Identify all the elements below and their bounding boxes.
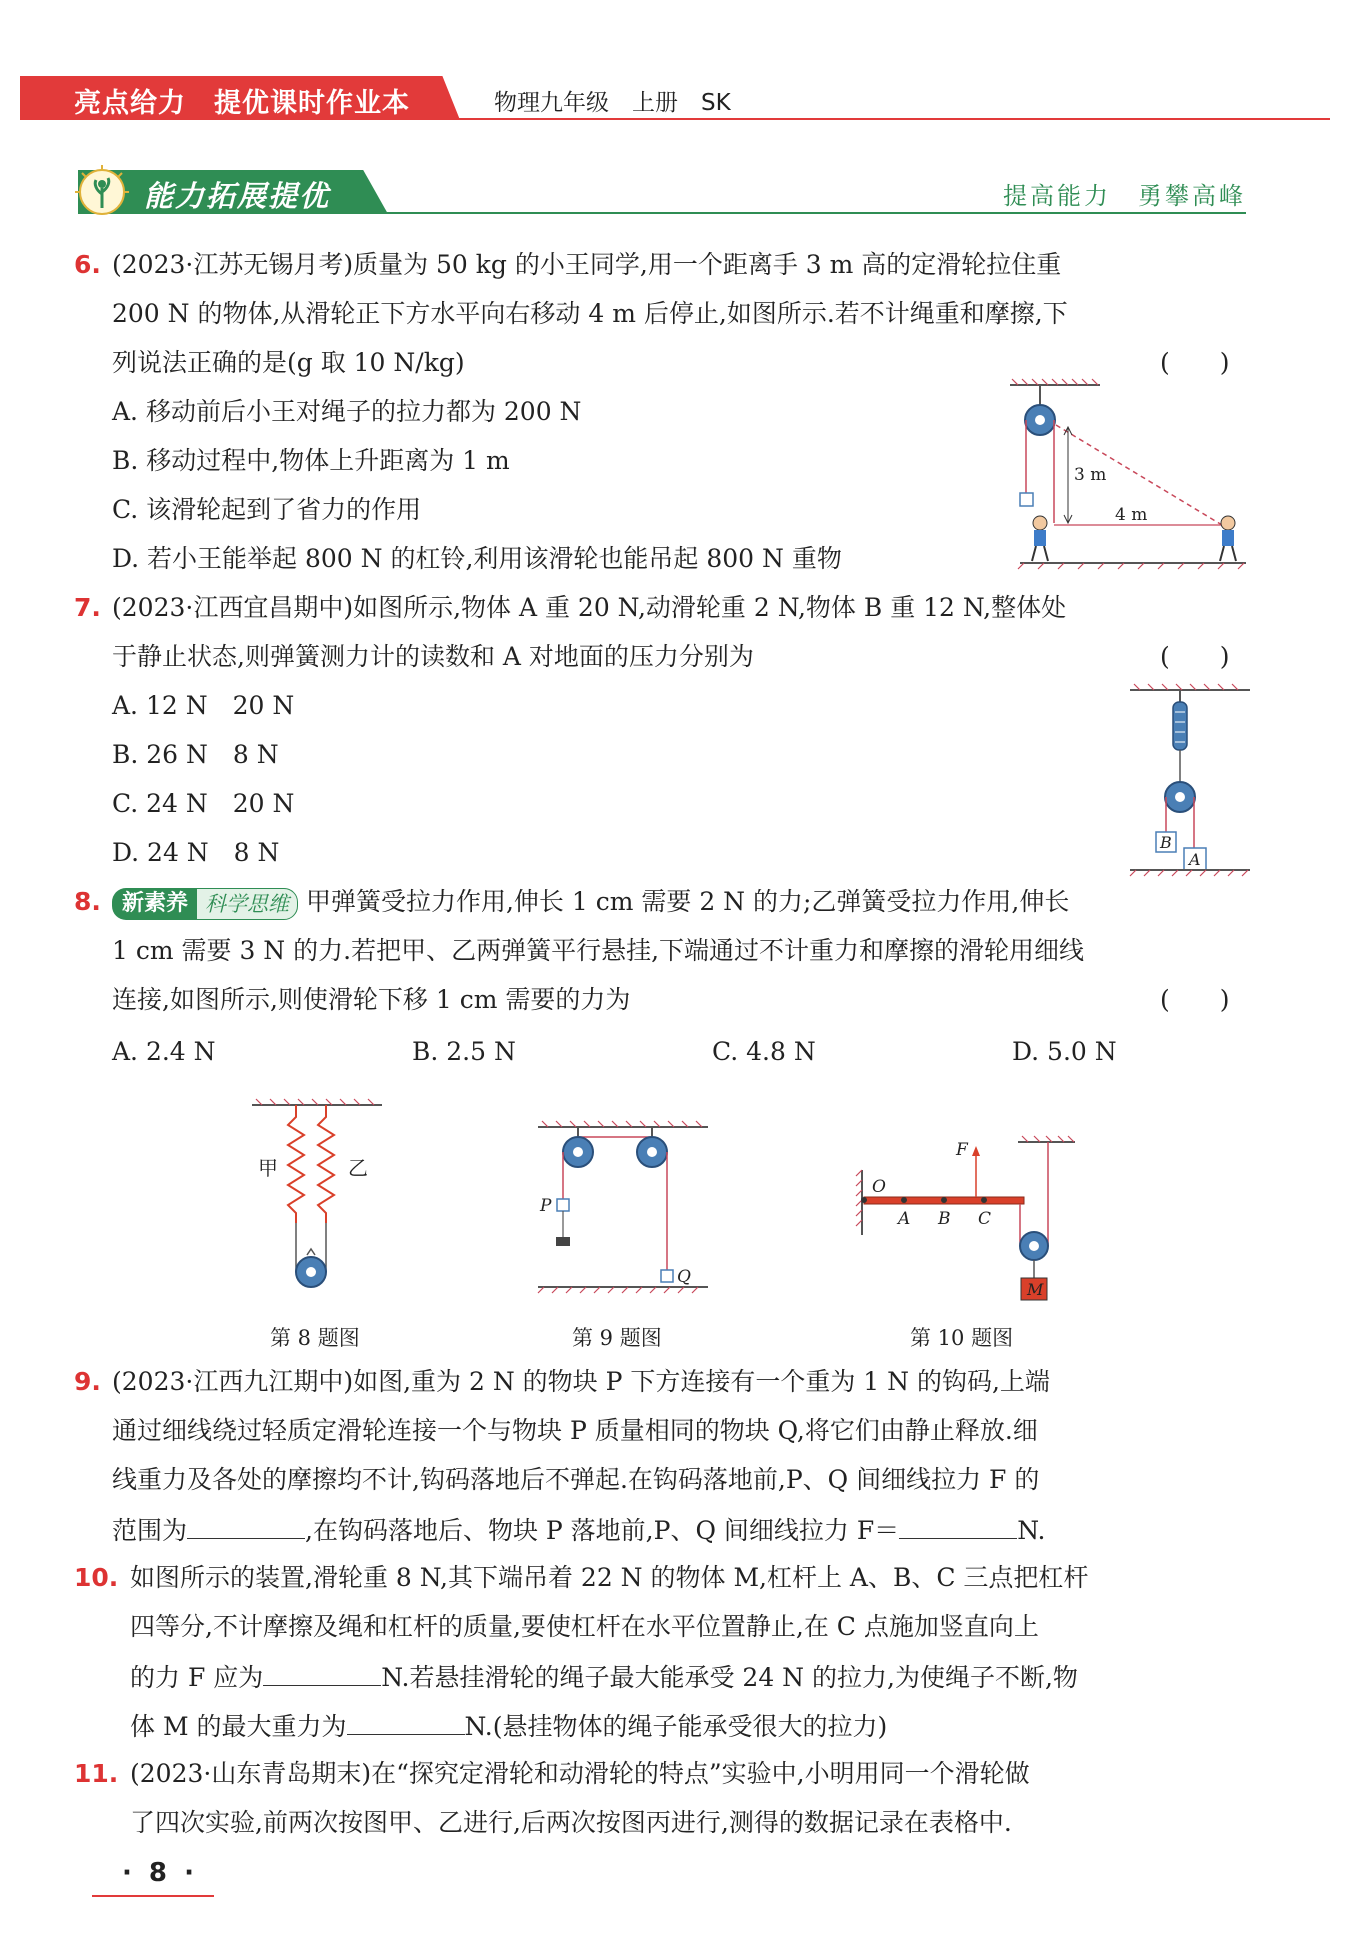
q6-line-2: 200 N 的物体,从滑轮正下方水平向右移动 4 m 后停止,如图所示.若不计绳重和摩擦,下 [112, 299, 1068, 328]
q7-figure [1120, 680, 1260, 880]
fig8-caption: 第 8 题图 [270, 1326, 360, 1350]
q8-option-c: C. 4.8 N [712, 1037, 816, 1066]
q6-option-a: A. 移动前后小王对绳子的拉力都为 200 N [112, 397, 582, 426]
svg-text:A: A [1189, 850, 1201, 869]
q7-option-d: D. 24 N 8 N [112, 838, 280, 867]
svg-text:A: A [898, 1209, 911, 1229]
svg-text:Q: Q [677, 1267, 691, 1287]
q7-number: 7. [74, 593, 101, 622]
svg-text:B: B [1160, 833, 1172, 852]
q8-line-3: 连接,如图所示,则使滑轮下移 1 cm 需要的力为 [112, 985, 631, 1014]
q10-line-2: 四等分,不计摩擦及绳和杠杆的质量,要使杠杆在水平位置静止,在 C 点施加竖直向上 [130, 1612, 1039, 1641]
q10-blank-2[interactable] [347, 1710, 465, 1735]
fig9-caption: 第 9 题图 [572, 1326, 662, 1350]
q10-blank-1[interactable] [263, 1661, 381, 1686]
q6-person-left [1032, 516, 1048, 561]
fig9-block-q [661, 1270, 673, 1282]
q9-line-1: (2023·江西九江期中)如图,重为 2 N 的物块 P 下方连接有一个重为 1 N 的钩码,上端 [112, 1367, 1050, 1396]
svg-text:4 m: 4 m [1115, 505, 1148, 525]
svg-text:M: M [1027, 1280, 1044, 1299]
q11-line-1: (2023·山东青岛期末)在“探究定滑轮和动滑轮的特点”实验中,小明用同一个滑轮做 [130, 1759, 1030, 1788]
svg-text:O: O [872, 1177, 886, 1197]
section-title: 能力拓展提优 [144, 179, 331, 213]
q9-line-4: 范围为 ,在钩码落地后、物块 P 落地前,P、Q 间细线拉力 F＝ N. [112, 1516, 1046, 1545]
q9-blank-2[interactable] [899, 1514, 1017, 1539]
fig8 [240, 1095, 400, 1300]
svg-text:P: P [540, 1196, 552, 1216]
section-motto: 提高能力 勇攀高峰 [1003, 182, 1246, 210]
q7-spring-scale [1173, 702, 1187, 750]
tag-scientific-thinking: 科学思维 [196, 888, 298, 920]
q6-option-d: D. 若小王能举起 800 N 的杠铃,利用该滑轮也能吊起 800 N 重物 [112, 544, 842, 573]
q7-option-b: B. 26 N 8 N [112, 740, 279, 769]
svg-text:3 m: 3 m [1074, 465, 1107, 485]
q8-option-a: A. 2.4 N [112, 1037, 216, 1066]
q8-number: 8. [74, 887, 101, 916]
q8-option-b: B. 2.5 N [412, 1037, 516, 1066]
q7-line-1: (2023·江西宜昌期中)如图所示,物体 A 重 20 N,动滑轮重 2 N,物体 B 重 12 N,整体处 [112, 593, 1067, 622]
q8-answer-paren: ( ) [1160, 985, 1230, 1014]
q9-line-3: 线重力及各处的摩擦均不计,钩码落地后不弹起.在钩码落地前,P、Q 间细线拉力 F 的 [112, 1465, 1040, 1494]
fig8-spring-jia [288, 1105, 304, 1223]
fig10 [850, 1130, 1080, 1305]
svg-text:甲: 甲 [258, 1156, 278, 1180]
q6-option-c: C. 该滑轮起到了省力的作用 [112, 495, 422, 524]
fig8-spring-yi [318, 1105, 334, 1223]
q6-line-1: (2023·江苏无锡月考)质量为 50 kg 的小王同学,用一个距离手 3 m 高的定滑轮拉住重 [112, 250, 1062, 279]
tag-new-literacy: 新素养 [112, 888, 196, 920]
q9-number: 9. [74, 1367, 101, 1396]
q8-line-1: 新素养 科学思维 甲弹簧受拉力作用,伸长 1 cm 需要 2 N 的力;乙弹簧受拉力作用,伸长 [112, 887, 1069, 920]
q6-number: 6. [74, 250, 101, 279]
q10-line-4: 体 M 的最大重力为 N.(悬挂物体的绳子能承受很大的拉力) [130, 1712, 888, 1741]
q10-line-3: 的力 F 应为 N.若悬挂滑轮的绳子最大能承受 24 N 的拉力,为使绳子不断,物 [130, 1663, 1078, 1692]
q11-line-2: 了四次实验,前两次按图甲、乙进行,后两次按图丙进行,测得的数据记录在表格中. [130, 1808, 1012, 1837]
q6-line-3: 列说法正确的是(g 取 10 N/kg) [112, 348, 465, 377]
q6-option-b: B. 移动过程中,物体上升距离为 1 m [112, 446, 510, 475]
q7-line-2: 于静止状态,则弹簧测力计的读数和 A 对地面的压力分别为 [112, 642, 754, 671]
q6-person-right [1220, 516, 1236, 561]
q9-blank-1[interactable] [187, 1514, 305, 1539]
fig9-hook-weight [556, 1237, 570, 1246]
svg-text:乙: 乙 [348, 1156, 368, 1180]
q7-answer-paren: ( ) [1160, 642, 1230, 671]
q10-line-1: 如图所示的装置,滑轮重 8 N,其下端吊着 22 N 的物体 M,杠杆上 A、B、C 三点把杠杆 [130, 1563, 1089, 1592]
q6-figure [1000, 375, 1250, 575]
q7-option-a: A. 12 N 20 N [112, 691, 295, 720]
fig10-caption: 第 10 题图 [910, 1326, 1014, 1350]
fig9 [530, 1115, 710, 1300]
svg-text:F: F [956, 1140, 968, 1160]
subject-label: 物理九年级 上册 SK [494, 90, 731, 116]
q9-line-2: 通过细线绕过轻质定滑轮连接一个与物块 P 质量相同的物块 Q,将它们由静止释放.细 [112, 1416, 1038, 1445]
q11-number: 11. [74, 1759, 119, 1788]
q7-option-c: C. 24 N 20 N [112, 789, 295, 818]
q6-answer-paren: ( ) [1160, 348, 1230, 377]
fig9-block-p [557, 1199, 569, 1211]
svg-text:B: B [938, 1209, 951, 1229]
q10-number: 10. [74, 1563, 119, 1592]
svg-text:C: C [978, 1209, 992, 1229]
q6-load-block [1020, 493, 1033, 506]
bulb-icon [74, 164, 130, 220]
page-number: · 8 · [122, 1858, 198, 1888]
q8-line-2: 1 cm 需要 3 N 的力.若把甲、乙两弹簧平行悬挂,下端通过不计重力和摩擦的滑轮用细线 [112, 936, 1085, 965]
q8-option-d: D. 5.0 N [1012, 1037, 1117, 1066]
footer-rule [92, 1895, 214, 1897]
brand-title: 亮点给力 提优课时作业本 [74, 88, 410, 119]
